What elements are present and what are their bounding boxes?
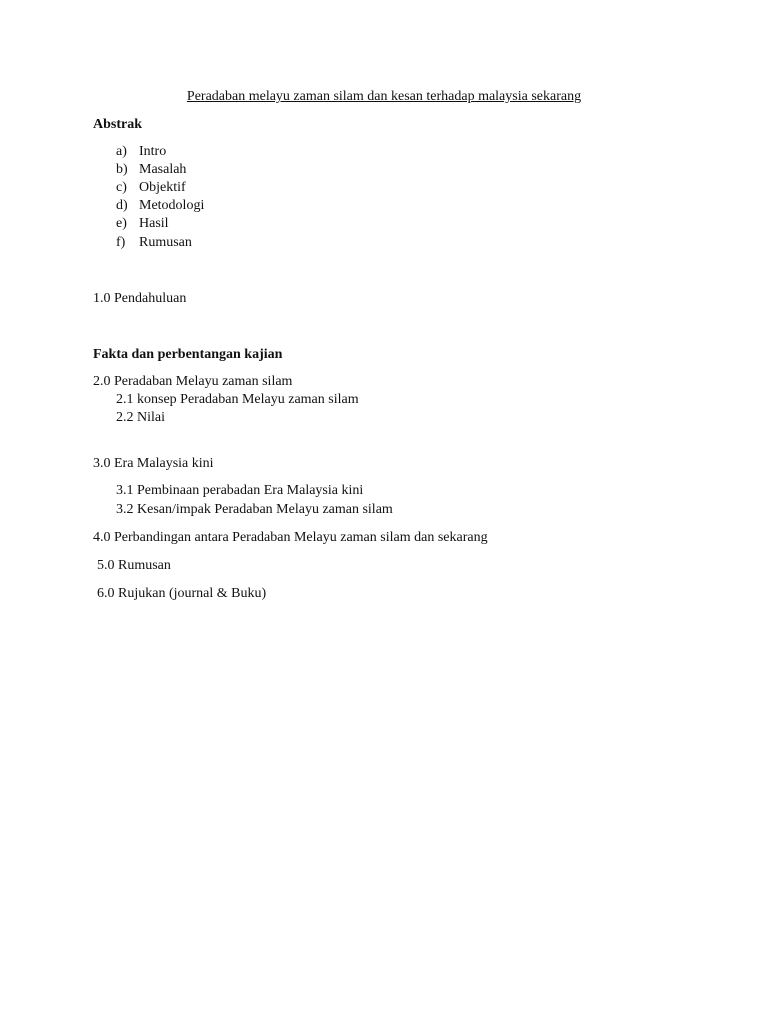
list-marker: e) xyxy=(116,216,127,231)
list-marker: d) xyxy=(116,198,128,213)
section-3-2: 3.2 Kesan/impak Peradaban Melayu zaman silam xyxy=(116,502,393,517)
section-2-heading: 2.0 Peradaban Melayu zaman silam xyxy=(93,374,293,389)
list-item-text: Objektif xyxy=(139,180,186,195)
document-title: Peradaban melayu zaman silam dan kesan terhadap malaysia sekarang xyxy=(186,89,582,104)
list-marker: a) xyxy=(116,144,127,159)
abstract-item xyxy=(116,179,186,197)
abstract-item xyxy=(116,215,169,233)
list-marker: f) xyxy=(116,235,126,250)
section-5-heading: 5.0 Rumusan xyxy=(97,558,171,573)
abstract-item xyxy=(116,197,204,215)
list-marker: b) xyxy=(116,162,128,177)
abstract-heading: Abstrak xyxy=(93,117,143,132)
list-item-text: Rumusan xyxy=(139,235,192,250)
list-marker: c) xyxy=(116,180,127,195)
section-2-1: 2.1 konsep Peradaban Melayu zaman silam xyxy=(116,392,359,407)
list-item-text: Hasil xyxy=(139,216,169,231)
facts-heading: Fakta dan perbentangan kajian xyxy=(93,347,283,362)
list-item-text: Metodologi xyxy=(139,198,205,213)
list-item-text: Intro xyxy=(139,144,167,159)
section-1-heading: 1.0 Pendahuluan xyxy=(93,291,187,306)
section-6-heading: 6.0 Rujukan (journal & Buku) xyxy=(97,586,267,601)
section-2-2: 2.2 Nilai xyxy=(116,410,165,425)
section-4-heading: 4.0 Perbandingan antara Peradaban Melayu zaman silam dan sekarang xyxy=(93,530,488,545)
list-item-text: Masalah xyxy=(139,162,187,177)
abstract-item xyxy=(116,143,166,161)
abstract-item xyxy=(116,234,192,252)
section-3-1: 3.1 Pembinaan perabadan Era Malaysia kini xyxy=(116,483,364,498)
section-3-heading: 3.0 Era Malaysia kini xyxy=(93,456,214,471)
abstract-item xyxy=(116,161,186,179)
